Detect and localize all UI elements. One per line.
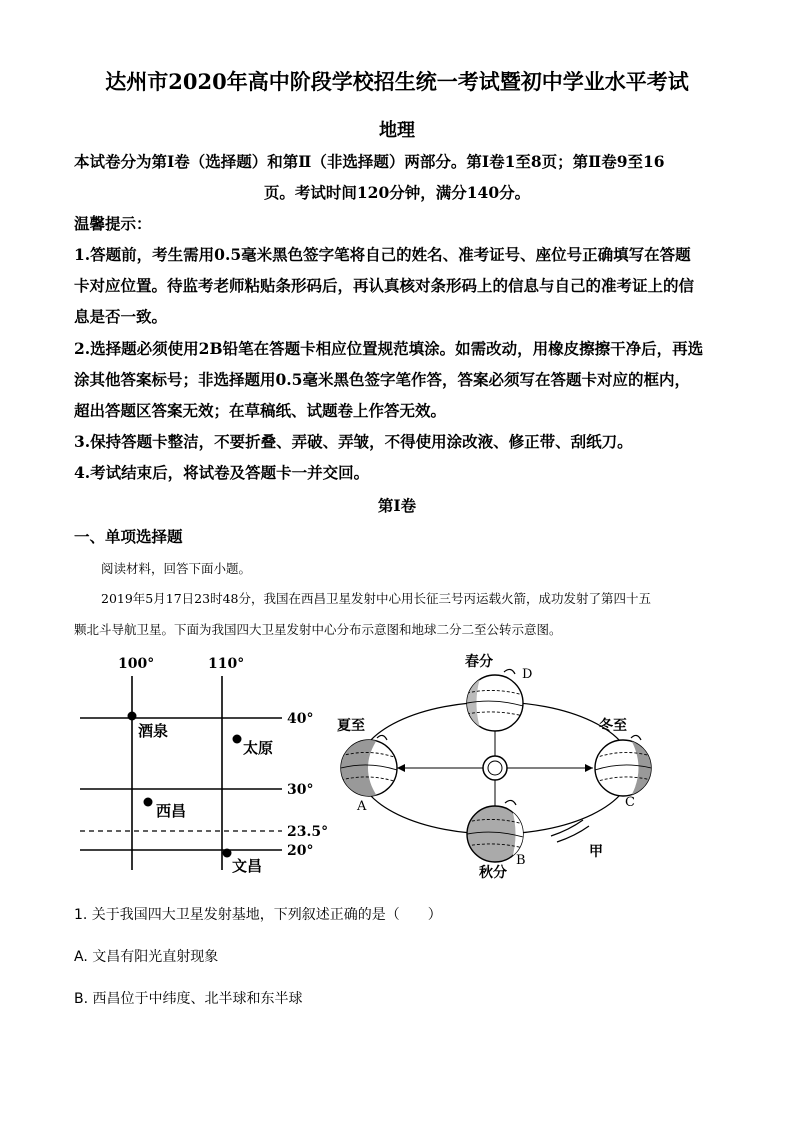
latitude-label-20: 20°: [287, 843, 314, 859]
jia-marker-arc-2: [557, 826, 589, 842]
intro-line-1: 本试卷分为第Ⅰ卷（选择题）和第Ⅱ（非选择题）两部分。第Ⅰ卷1至8页；第Ⅱ卷9至16: [74, 152, 665, 171]
label-jia: 甲: [589, 844, 603, 860]
question-1-stem: 1. 关于我国四大卫星发射基地，下列叙述正确的是（ ）: [74, 907, 442, 923]
label-A: A: [357, 799, 367, 814]
page-title: 达州市2020年高中阶段学校招生统一考试暨初中学业水平考试: [105, 69, 689, 94]
section-title: 一、单项选择题: [74, 527, 183, 546]
intro-line-2: 页。考试时间120分钟，满分140分。: [263, 183, 531, 202]
tip-line: 2.选择题必须使用2B铅笔在答题卡相应位置规范填涂。如需改动，用橡皮擦擦干净后，再选: [74, 339, 704, 358]
latitude-label-23-5: 23.5°: [287, 824, 329, 840]
label-chunfen: 春分: [465, 654, 493, 670]
material-line-1: 2019年5月17日23时48分，我国在西昌卫星发射中心用长征三号丙运载火箭，成功发射了第四十五: [101, 591, 651, 606]
city-label-xichang: 西昌: [156, 802, 187, 820]
label-B: B: [516, 853, 526, 868]
arrow-to-C: [585, 764, 593, 772]
tip-line: 卡对应位置。待监考老师粘贴条形码后，再认真核对条形码上的信息与自己的准考证上的信: [74, 276, 695, 295]
latitude-label-40: 40°: [287, 711, 314, 727]
globe-C-icon: [595, 735, 651, 796]
earth-revolution-diagram: [325, 648, 665, 882]
label-D: D: [522, 667, 533, 682]
sun-core-icon: [488, 761, 502, 775]
wenchang-dot: [223, 849, 232, 858]
city-label-jiuquan: 酒泉: [138, 722, 169, 740]
globe-B-icon: [467, 800, 523, 862]
label-xiazhi: 夏至: [337, 718, 365, 734]
material-instruction: 阅读材料，回答下面小题。: [101, 561, 252, 576]
tip-line: 超出答题区答案无效；在草稿纸、试题卷上作答无效。: [74, 401, 447, 420]
globe-A-icon: [341, 735, 397, 796]
latitude-label-30: 30°: [287, 782, 314, 798]
tip-line: 息是否一致。: [74, 307, 168, 326]
subject-heading: 地理: [379, 120, 415, 141]
tips-heading: 温馨提示：: [74, 214, 152, 233]
tip-line: 4.考试结束后，将试卷及答题卡一并交回。: [74, 463, 370, 482]
longitude-label-110: 110°: [208, 656, 245, 672]
question-1-option-b: B. 西昌位于中纬度、北半球和东半球: [74, 991, 303, 1007]
tip-line: 1.答题前，考生需用0.5毫米黑色签字笔将自己的姓名、准考证号、座位号正确填写在答题: [74, 245, 691, 264]
taiyuan-dot: [233, 735, 242, 744]
question-1-option-a: A. 文昌有阳光直射现象: [74, 949, 219, 965]
label-qiufen: 秋分: [479, 865, 507, 881]
city-label-taiyuan: 太原: [243, 739, 274, 757]
material-line-2: 颗北斗导航卫星。下面为我国四大卫星发射中心分布示意图和地球二分二至公转示意图。: [74, 622, 562, 637]
jia-marker-arc: [551, 820, 583, 836]
volume-label: 第Ⅰ卷: [377, 496, 417, 515]
label-dongzhi: 冬至: [599, 718, 627, 734]
longitude-label-100: 100°: [118, 656, 155, 672]
tip-line: 涂其他答案标号；非选择题用0.5毫米黑色签字笔作答，答案必须写在答题卡对应的框内，: [74, 370, 690, 389]
xichang-dot: [144, 798, 153, 807]
arrow-to-A: [397, 764, 405, 772]
globe-D-icon: [467, 669, 523, 731]
launch-center-map: [70, 648, 340, 880]
city-label-wenchang: 文昌: [232, 857, 263, 875]
label-C: C: [625, 795, 635, 810]
tip-line: 3.保持答题卡整洁，不要折叠、弄破、弄皱，不得使用涂改液、修正带、刮纸刀。: [74, 432, 633, 451]
jiuquan-dot: [128, 712, 137, 721]
